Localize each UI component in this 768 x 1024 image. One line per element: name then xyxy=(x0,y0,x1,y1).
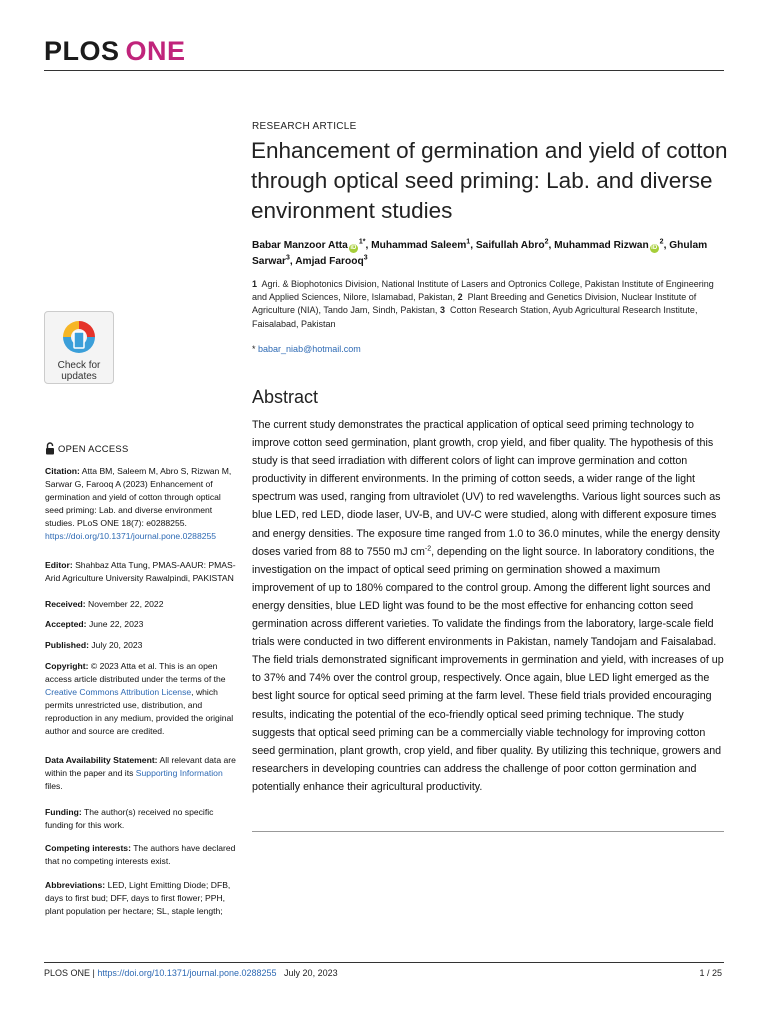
author-affiliation-ref: 1 xyxy=(466,238,471,246)
affiliations xyxy=(252,278,722,331)
funding-text: The author(s) received no specific funding for this work. xyxy=(45,807,214,831)
author-name[interactable]: Ghulam Sarwar xyxy=(252,240,708,267)
author-affiliation-ref: 3 xyxy=(285,254,290,262)
copyright-block xyxy=(45,660,240,739)
published-block xyxy=(45,639,240,652)
license-link[interactable]: Creative Commons Attribution License xyxy=(45,687,192,698)
email-marker: * xyxy=(252,344,256,354)
accepted-block xyxy=(45,618,240,631)
plos-one-logo[interactable] xyxy=(44,38,186,65)
check-for-updates-badge[interactable] xyxy=(44,311,114,384)
citation-text: Atta BM, Saleem M, Abro S, Rizwan M, Sarwar G, Farooq A (2023) Enhancement of germination and yield of cotton through optical seed priming: Lab. and diverse environment studies. PLoS ONE 18(7): e0288255. xyxy=(45,466,232,529)
article-type: RESEARCH ARTICLE xyxy=(252,121,357,132)
funding-block xyxy=(45,806,240,832)
abstract-divider xyxy=(252,831,724,832)
open-lock-icon xyxy=(45,442,55,455)
competing-interests-text: The authors have declared that no competing interests exist. xyxy=(45,843,236,867)
affiliation-number: 3 xyxy=(439,305,445,316)
abstract-text-continued: , depending on the light source. In laboratory conditions, the investigation on the impact of optical seed priming on germination showed a maximum improvement of up to 180% compared to the control group. Among the different light sources and energy densities, blue LED light was found to be the most effective for enhancing cotton seed germination across different varieties. To validate the findings from the laboratory, large-scale field trials were conducted in two different environments in Pakistan, namely Tandojam and Faisalabad. The field trials demonstrated significant improvements in germination and yield, with increases of up to 37% and 74% over the control group, respectively. Once again, blue LED light emerged as the best light source for optical seed priming at the farm level. These field trials provided encouraging results, indicating the potential of the eco-friendly optical seed priming technique. The study suggests that optical seed priming can be a commercially viable technology for improving cotton seed germination, plant growth, crop yield, and fiber quality. By utilizing this technique, growers and researchers in developing countries can address the challenge of poor cotton germination and potentially enhance their agricultural productivity. xyxy=(252,545,724,793)
received-block xyxy=(45,598,240,611)
author-affiliation-ref: 1 xyxy=(358,238,363,246)
abbreviations-block xyxy=(45,879,240,918)
open-access-label xyxy=(45,442,129,455)
data-availability-text-end: files. xyxy=(45,781,63,792)
author-affiliation-ref: 3 xyxy=(363,254,368,262)
affiliation-text: Cotton Research Station, Ayub Agricultural Research Institute, Faisalabad, Pakistan xyxy=(252,305,698,329)
email-link[interactable]: babar_niab@hotmail.com xyxy=(258,344,361,354)
page-number: 1 / 25 xyxy=(699,968,722,978)
corresponding-marker: * xyxy=(362,238,366,246)
accepted-date: June 22, 2023 xyxy=(88,619,144,629)
data-availability-block xyxy=(45,754,240,793)
supporting-information-link[interactable]: Supporting Information xyxy=(135,768,223,779)
orcid-icon[interactable]: iD xyxy=(350,245,357,251)
funding-label: Funding: xyxy=(45,807,82,817)
author-name[interactable]: Muhammad Saleem xyxy=(371,240,467,251)
abstract-superscript: -2 xyxy=(424,545,432,553)
author-name[interactable]: Babar Manzoor Atta xyxy=(252,240,348,251)
competing-interests-block xyxy=(45,842,240,868)
editor-block xyxy=(45,559,240,585)
abbreviations-text: LED, Light Emitting Diode; DFB, days to first bud; DFF, days to first flower; PPH, plant population per hectare; SL, staple length; xyxy=(45,880,231,917)
citation-label: Citation: xyxy=(45,466,80,476)
article-title: Enhancement of germination and yield of cotton through optical seed priming: Lab. and diverse environment studies xyxy=(251,138,728,223)
affiliation-text: Plant Breeding and Genetics Division, Nuclear Institute of Agriculture (NIA), Tando Jam, Sindh, Pakistan, xyxy=(252,292,697,316)
footer-date: July 20, 2023 xyxy=(284,968,338,978)
data-availability-label: Data Availability Statement: xyxy=(45,755,158,765)
published-label: Published: xyxy=(45,640,89,650)
accepted-label: Accepted: xyxy=(45,619,87,629)
copyright-text: © 2023 Atta et al. This is an open access article distributed under the terms of the xyxy=(45,661,226,685)
affiliation-text: Agri. & Biophotonics Division, National Institute of Lasers and Optronics College, Pakistan Institute of Engineering and Applied Sciences, Nilore, Islamabad, Pakistan, xyxy=(252,279,714,303)
copyright-label: Copyright: xyxy=(45,661,89,671)
footer xyxy=(44,968,338,978)
affiliation-number: 1 xyxy=(252,279,258,289)
corresponding-email xyxy=(252,344,361,354)
received-date: November 22, 2022 xyxy=(88,599,164,609)
abbreviations-label: Abbreviations: xyxy=(45,880,106,890)
data-availability-text: All relevant data are within the paper and its xyxy=(45,755,236,779)
published-date: July 20, 2023 xyxy=(91,640,143,650)
footer-journal: PLOS ONE | xyxy=(44,968,95,978)
check-updates-line2: updates xyxy=(61,371,97,382)
copyright-text-end: , which permits unrestricted use, distribution, and reproduction in any medium, provided the original author and source are credited. xyxy=(45,687,234,737)
footer-doi-link[interactable]: https://doi.org/10.1371/journal.pone.0288255 xyxy=(97,968,277,978)
author-name[interactable]: Saifullah Abro xyxy=(475,240,545,251)
logo-plos-text: PLOS xyxy=(44,36,120,66)
author-name[interactable]: Amjad Farooq xyxy=(295,256,364,267)
check-updates-line1: Check for xyxy=(57,360,101,371)
editor-label: Editor: xyxy=(45,560,73,570)
affiliation-number: 2 xyxy=(457,292,463,303)
crossmark-icon xyxy=(60,318,98,358)
author-name[interactable]: Muhammad Rizwan xyxy=(554,240,649,251)
competing-interests-label: Competing interests: xyxy=(45,843,131,853)
footer-divider xyxy=(44,962,724,963)
header-divider xyxy=(44,70,724,71)
abstract-heading: Abstract xyxy=(252,387,319,407)
author-affiliation-ref: 2 xyxy=(544,238,549,246)
abstract-text: The current study demonstrates the practical application of optical seed priming technology to improve cotton seed germination, plant growth, crop yield, and fiber quality. The hypothesis of this study is that seed irradiation with different colors of light can improve germination and cotton productivity in different environments. In the priming of cotton seeds, a wider range of the light spectrum was used, ranging from ultraviolet (UV) to red wavelengths. Various light sources such as blue LED, red LED, diode laser, UV-B, and UV-C were studied, along with different exposure times and energy densities. The exposure time ranged from 1.0 to 36.0 minutes, while the energy density doses varied from 88 to 7550 mJ cm xyxy=(252,419,721,558)
orcid-icon[interactable]: iD xyxy=(651,245,658,251)
editor-text: Shahbaz Atta Tung, PMAS-AAUR: PMAS-Arid Agriculture University Rawalpindi, PAKISTAN xyxy=(45,560,236,584)
open-access-text: OPEN ACCESS xyxy=(58,443,129,454)
received-label: Received: xyxy=(45,599,86,609)
citation-block xyxy=(45,465,240,544)
author-affiliation-ref: 2 xyxy=(659,238,664,246)
logo-one-text: ONE xyxy=(125,36,186,66)
abstract-body xyxy=(252,416,724,796)
citation-doi-link[interactable]: https://doi.org/10.1371/journal.pone.0288255 xyxy=(45,531,217,542)
author-list: Babar Manzoor Atta $iD^{1*}$, Muhammad Saleem$^1$, Saifullah Abro$^2$, Muhammad Rizwan $iD^2$, Ghulam Sarwar$^3$, Amjad Farooq$^3$ xyxy=(252,238,708,267)
